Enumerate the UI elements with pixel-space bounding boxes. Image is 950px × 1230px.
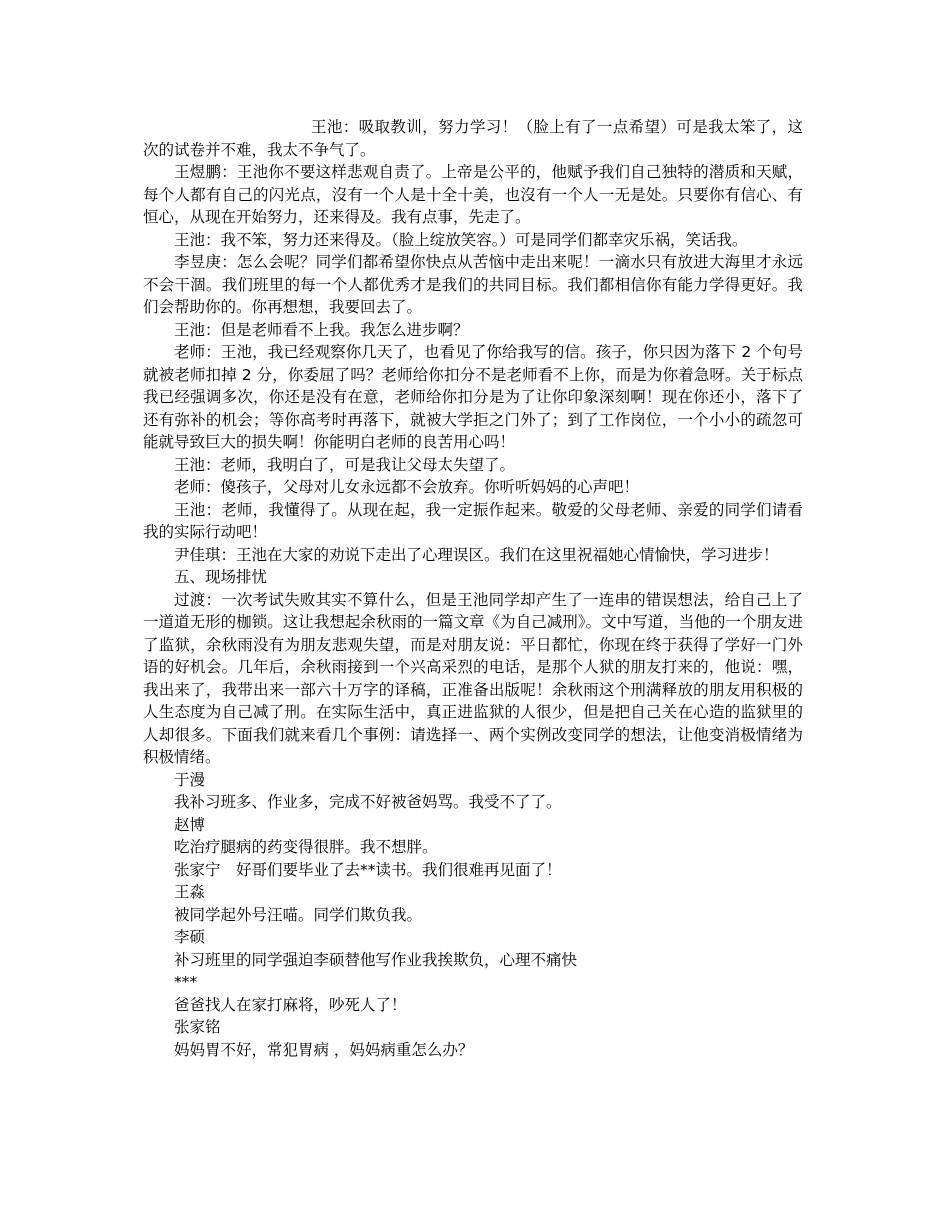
paragraph-wangchi-teacher: 王池：但是老师看不上我。我怎么进步啊？	[174, 320, 469, 339]
case-name-zhaobo: 赵博	[174, 815, 206, 834]
case-name-lishuo: 李硕	[174, 928, 206, 946]
section-heading-5: 五、现场排忧	[174, 568, 268, 586]
document-body	[143, 116, 803, 1061]
case-name-wangmiao: 王淼	[174, 883, 206, 901]
paragraph-yinjiaqi: 尹佳琪：王池在大家的劝说下走出了心理误区。我们在这里祝福她心情愉快，学习进步！	[174, 545, 779, 564]
case-name-hidden: ***	[174, 973, 198, 991]
case-name-yuman: 于漫	[174, 770, 206, 789]
case-text-zhangjiaming: 妈妈胃不好，常犯胃病 ，妈妈病重怎么办？	[174, 1040, 474, 1059]
paragraph-wangchi-parents: 王池：老师，我明白了，可是我让父母太失望了。	[174, 455, 516, 474]
case-text-mahjong: 爸爸找人在家打麻将，吵死人了！	[174, 995, 407, 1014]
case-text-wangmiao: 被同学起外号汪喵。同学们欺负我。	[174, 905, 423, 924]
paragraph-teacher-parents: 老师：傻孩子，父母对儿女永远都不会放弃。你听听妈妈的心声吧！	[174, 478, 640, 496]
case-name-zhangjiaming: 张家铭	[174, 1018, 221, 1036]
paragraph-wangyupeng: 王煜鹏：王池你不要这样悲观自责了。上帝是公平的，他赋予我们自己独特的潜质和天赋，每个人都有自己的闪光点，沒有一个人是十全十美，也沒有一个人一无是处。只要你有信心、有恒心，从现在开始努力，还来得及。我有点事，先走了。	[143, 163, 803, 226]
paragraph-wangchi-lesson: 王池：吸取教训，努力学习！（脸上有了一点希望）可是我太笨了，这次的试卷并不难，我太不争气了。	[143, 118, 803, 159]
paragraph-teacher-explains: 老师：王池，我已经观察你几天了，也看见了你给我写的信。孩子，你只因为落下 2 个句号就被老师扣掉 2 分，你委屈了吗？老师给你扣分不是老师看不上你，而是为你着急呀。关于标点我已经强调多次，你还是没有在意，老师给你扣分是为了让你印象深刻啊！现在你还小，落下了还有弥补的机会；等你高考时再落下，就被大学拒之门外了；到了工作岗位，一个小小的疏忽可能就导致巨大的损失啊！你能明白老师的良苦用心吗！	[143, 343, 803, 451]
case-text-lishuo: 补习班里的同学强迫李硕替他写作业我挨欺负，心理不痛快	[174, 950, 578, 969]
paragraph-liyugeng: 李昱庚：怎么会呢？同学们都希望你快点从苦恼中走出来呢！一滴水只有放进大海里才永远不会干涸。我们班里的每一个人都优秀才是我们的共同目标。我们都相信你有能力学得更好。我们会帮助你的。你再想想，我要回去了。	[143, 253, 803, 316]
paragraph-transition: 过渡：一次考试失败其实不算什么，但是王池同学却产生了一连串的错误想法，给自己上了一道道无形的枷锁。这让我想起余秋雨的一篇文章《为自己减刑》。文中写道，当他的一个朋友进了监狱，余秋雨没有为朋友悲观失望，而是对朋友说：平日都忙，你现在终于获得了学好一门外语的好机会。几年后，余秋雨接到一个兴高采烈的电话，是那个人狱的朋友打来的，他说：嘿，我出来了，我带出来一部六十万字的译稿，正准备出版呢！余秋雨这个刑满释放的朋友用积极的人生态度为自己减了刑。在实际生活中，真正进监狱的人很少，但是把自己关在心造的监狱里的人却很多。下面我们就来看几个事例：请选择一、两个实例改变同学的想法，让他变消极情绪为积极情绪。	[143, 590, 803, 766]
paragraph-wangchi-not-stupid: 王池：我不笨，努力还来得及。（脸上绽放笑容。）可是同学们都幸灾乐祸，笑话我。	[174, 230, 748, 249]
case-text-yuman: 我补习班多、作业多，完成不好被爸妈骂。我受不了了。	[174, 793, 562, 811]
case-zhangjianing: 张家宁 好哥们要毕业了去**读书。我们很难再见面了！	[174, 860, 562, 879]
paragraph-wangchi-understands: 王池：老师，我懂得了。从现在起，我一定振作起来。敬爱的父母老师、亲爱的同学们请看我的实际行动吧！	[143, 500, 803, 541]
case-text-zhaobo: 吃治疗腿病的药变得很胖。我不想胖。	[174, 838, 438, 856]
